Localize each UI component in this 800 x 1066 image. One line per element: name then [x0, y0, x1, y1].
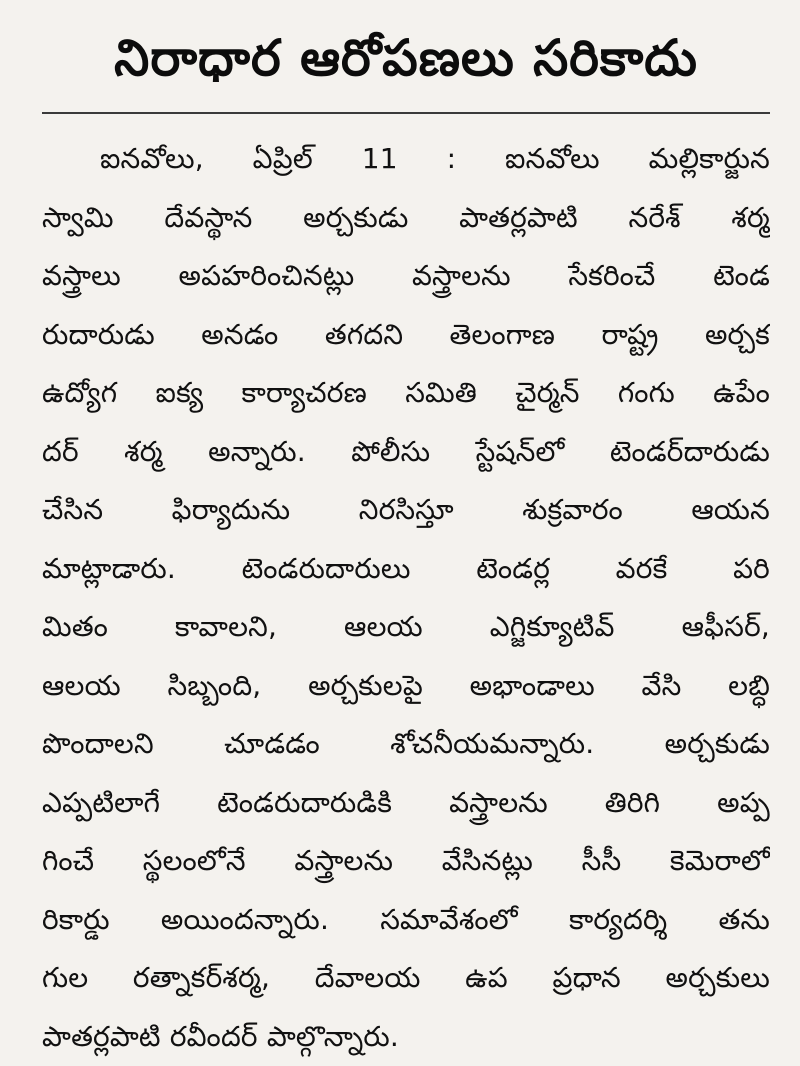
- article-line: మాట్లాడారు. టెండరుదారులు టెండర్ల వరకే పరి: [42, 540, 770, 599]
- article-line: దర్ శర్మ అన్నారు. పోలీసు స్టేషన్‌లో టెండర్‌దారుడు: [42, 423, 770, 482]
- article-line: పాతర్లపాటి రవీందర్ పాల్గొన్నారు.: [42, 1008, 770, 1066]
- article-line: గించే స్థలంలోనే వస్త్రాలను వేసినట్లు సీసీ కెమెరాలో: [42, 832, 770, 891]
- article-line: రికార్డు అయిందన్నారు. సమావేశంలో కార్యదర్శి తను: [42, 891, 770, 950]
- headline-divider: [42, 112, 770, 114]
- article-line: పొందాలని చూడడం శోచనీయమన్నారు. అర్చకుడు: [42, 715, 770, 774]
- article-body: [42, 130, 770, 1066]
- article-line: ఎప్పటిలాగే టెండరుదారుడికి వస్త్రాలను తిరిగి అప్ప: [42, 774, 770, 833]
- article-line: రుదారుడు అనడం తగదని తెలంగాణ రాష్ట్ర అర్చక: [42, 306, 770, 365]
- article-line: మితం కావాలని, ఆలయ ఎగ్జిక్యూటివ్ ఆఫీసర్,: [42, 598, 770, 657]
- article-line: చేసిన ఫిర్యాదును నిరసిస్తూ శుక్రవారం ఆయన: [42, 481, 770, 540]
- article-line: వస్త్రాలు అపహరించినట్లు వస్త్రాలను సేకరించే టెండ: [42, 247, 770, 306]
- article-line: ఉద్యోగ ఐక్య కార్యాచరణ సమితి చైర్మన్ గంగు ఉపేం: [42, 364, 770, 423]
- article-line: స్వామి దేవస్థాన అర్చకుడు పాతర్లపాటి నరేశ్ శర్మ: [42, 189, 770, 248]
- article-headline: నిరాధార ఆరోపణలు సరికాదు: [42, 18, 770, 98]
- article-line: ఐనవోలు, ఏప్రిల్ 11 : ఐనవోలు మల్లికార్జున: [42, 130, 770, 189]
- article-line: గుల రత్నాకర్‌శర్మ, దేవాలయ ఉప ప్రధాన అర్చకులు: [42, 949, 770, 1008]
- article-line: ఆలయ సిబ్బంది, అర్చకులపై అభాండాలు వేసి లబ్ధి: [42, 657, 770, 716]
